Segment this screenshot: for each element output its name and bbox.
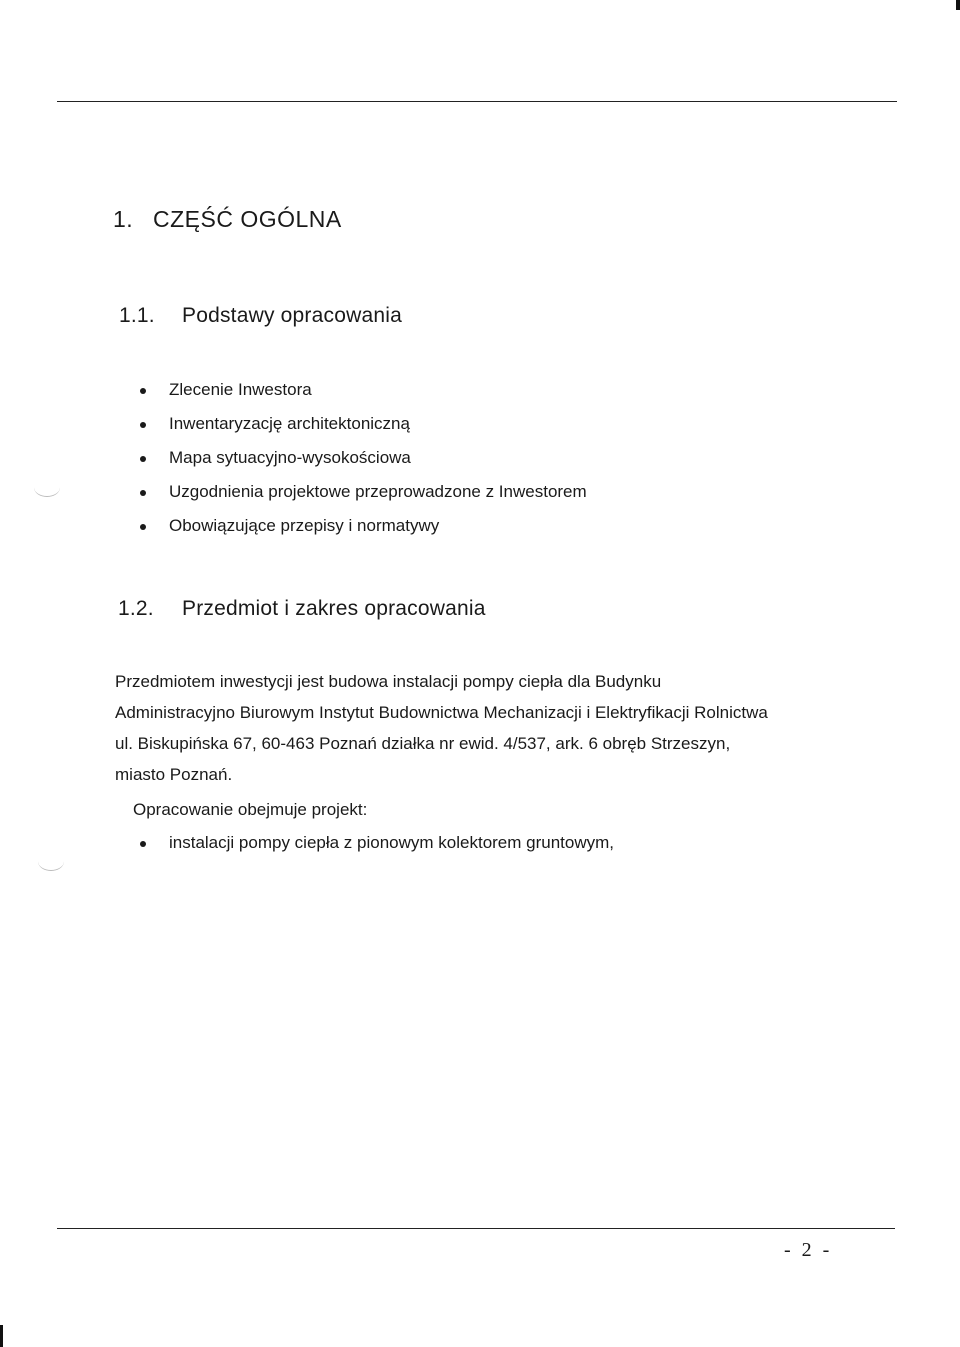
scope-intro: Opracowanie obejmuje projekt: xyxy=(133,800,368,819)
list-item xyxy=(138,373,587,407)
subsection-heading-1-1 xyxy=(119,304,402,328)
list-item xyxy=(138,826,614,860)
list-item xyxy=(138,407,587,441)
list-item-text: Mapa sytuacyjno-wysokościowa xyxy=(169,448,411,467)
section-title: CZĘŚĆ OGÓLNA xyxy=(153,206,342,232)
punch-hole-mark xyxy=(38,852,64,871)
subject-paragraph xyxy=(115,666,768,790)
header-rule xyxy=(57,101,897,102)
scan-edge-mark xyxy=(956,0,960,10)
bullet-icon xyxy=(140,456,146,462)
paragraph-line: Administracyjno Biurowym Instytut Budownictwa Mechanizacji i Elektryfikacji Rolnictwa xyxy=(115,703,768,722)
bullet-icon xyxy=(140,422,146,428)
subsection-title: Podstawy opracowania xyxy=(182,304,402,327)
basis-list xyxy=(138,373,587,543)
scan-edge-mark xyxy=(0,1325,3,1347)
paragraph-line: miasto Poznań. xyxy=(115,765,233,784)
punch-hole-mark xyxy=(34,478,60,497)
scope-list xyxy=(138,826,614,860)
section-number: 1. xyxy=(113,206,134,232)
bullet-icon xyxy=(140,490,146,496)
list-item-text: Zlecenie Inwestora xyxy=(169,380,312,399)
subsection-heading-1-2 xyxy=(118,597,486,621)
list-item-text: Uzgodnienia projektowe przeprowadzone z Inwestorem xyxy=(169,482,587,501)
footer-rule xyxy=(57,1228,895,1229)
page-number: - 2 - xyxy=(784,1239,833,1261)
list-item-text: Obowiązujące przepisy i normatywy xyxy=(169,516,440,535)
list-item-text: Inwentaryzację architektoniczną xyxy=(169,414,410,433)
bullet-icon xyxy=(140,841,146,847)
subsection-title: Przedmiot i zakres opracowania xyxy=(182,597,486,620)
list-item xyxy=(138,441,587,475)
section-heading-1 xyxy=(113,206,342,233)
bullet-icon xyxy=(140,524,146,530)
list-item-text: instalacji pompy ciepła z pionowym kolektorem gruntowym, xyxy=(169,833,615,852)
list-item xyxy=(138,475,587,509)
paragraph-line: Przedmiotem inwestycji jest budowa instalacji pompy ciepła dla Budynku xyxy=(115,672,662,691)
bullet-icon xyxy=(140,388,146,394)
list-item xyxy=(138,509,587,543)
subsection-number: 1.2. xyxy=(118,597,154,620)
paragraph-line: ul. Biskupińska 67, 60-463 Poznań działka nr ewid. 4/537, ark. 6 obręb Strzeszyn, xyxy=(115,734,731,753)
subsection-number: 1.1. xyxy=(119,304,155,327)
